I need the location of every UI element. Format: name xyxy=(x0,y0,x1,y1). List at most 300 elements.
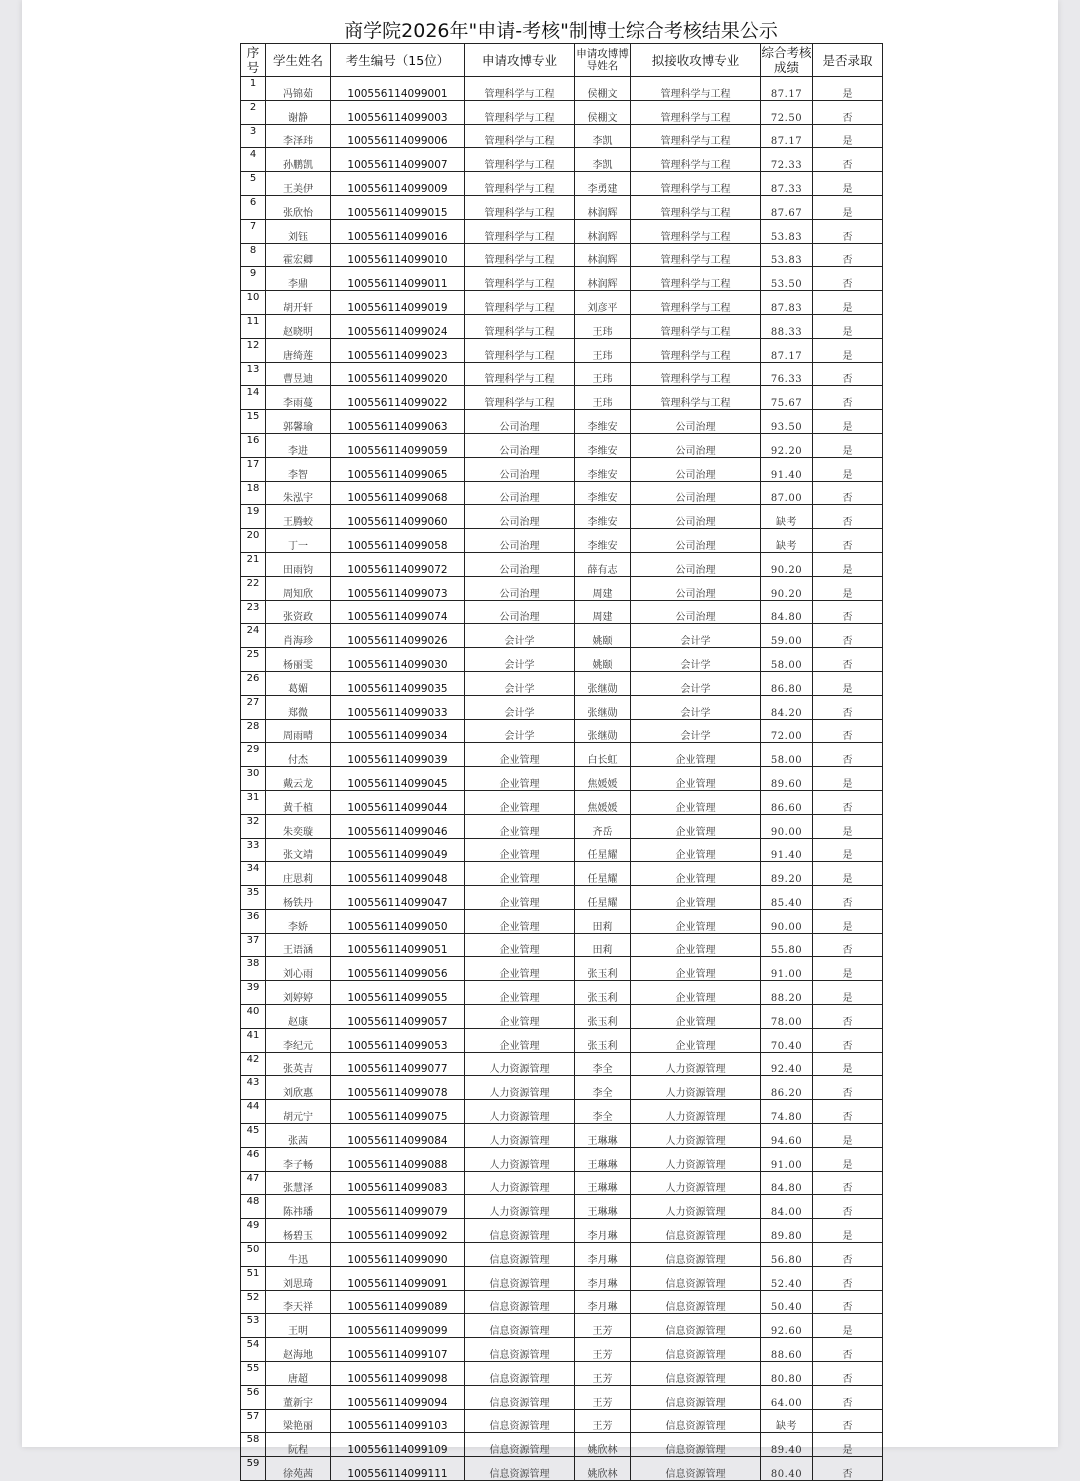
score: 84.80 xyxy=(761,600,813,624)
row-index: 6 xyxy=(241,195,266,219)
score: 缺考 xyxy=(761,1409,813,1433)
candidate-id: 100556114099089 xyxy=(331,1290,465,1314)
table-row xyxy=(241,624,883,648)
score: 92.60 xyxy=(761,1314,813,1338)
student-name: 赵晓明 xyxy=(266,314,331,338)
candidate-id: 100556114099065 xyxy=(331,457,465,481)
applied-major: 管理科学与工程 xyxy=(465,77,575,101)
supervisor-name: 李维安 xyxy=(575,505,631,529)
score: 89.60 xyxy=(761,767,813,791)
student-name: 赵海地 xyxy=(266,1338,331,1362)
supervisor-name: 王芳 xyxy=(575,1409,631,1433)
score: 59.00 xyxy=(761,624,813,648)
score: 87.33 xyxy=(761,172,813,196)
candidate-id: 100556114099023 xyxy=(331,338,465,362)
table-row xyxy=(241,1124,883,1148)
row-index: 5 xyxy=(241,172,266,196)
candidate-id: 100556114099074 xyxy=(331,600,465,624)
admitted-major: 信息资源管理 xyxy=(631,1362,761,1386)
admission-status: 否 xyxy=(813,505,883,529)
score: 80.80 xyxy=(761,1362,813,1386)
admitted-major: 会计学 xyxy=(631,695,761,719)
admission-status: 否 xyxy=(813,481,883,505)
score: 84.20 xyxy=(761,695,813,719)
admitted-major: 公司治理 xyxy=(631,600,761,624)
results-table xyxy=(240,43,883,1481)
supervisor-name: 王玮 xyxy=(575,362,631,386)
student-name: 田雨钧 xyxy=(266,552,331,576)
score: 78.00 xyxy=(761,1005,813,1029)
supervisor-name: 王芳 xyxy=(575,1385,631,1409)
row-index: 30 xyxy=(241,767,266,791)
admitted-major: 企业管理 xyxy=(631,767,761,791)
score: 91.00 xyxy=(761,957,813,981)
student-name: 刘婷婷 xyxy=(266,981,331,1005)
admission-status: 否 xyxy=(813,100,883,124)
table-row xyxy=(241,77,883,101)
table-row xyxy=(241,719,883,743)
table-row xyxy=(241,648,883,672)
student-name: 朱泓宇 xyxy=(266,481,331,505)
student-name: 杨铁丹 xyxy=(266,886,331,910)
row-index: 54 xyxy=(241,1338,266,1362)
table-row xyxy=(241,505,883,529)
admission-status: 否 xyxy=(813,624,883,648)
applied-major: 信息资源管理 xyxy=(465,1266,575,1290)
score: 52.40 xyxy=(761,1266,813,1290)
header-applied-major: 申请攻博专业 xyxy=(465,44,575,77)
score: 91.40 xyxy=(761,838,813,862)
row-index: 27 xyxy=(241,695,266,719)
score: 90.00 xyxy=(761,909,813,933)
applied-major: 信息资源管理 xyxy=(465,1385,575,1409)
student-name: 张欣怡 xyxy=(266,195,331,219)
applied-major: 管理科学与工程 xyxy=(465,172,575,196)
applied-major: 企业管理 xyxy=(465,1005,575,1029)
candidate-id: 100556114099019 xyxy=(331,291,465,315)
score: 80.40 xyxy=(761,1457,813,1481)
row-index: 53 xyxy=(241,1314,266,1338)
row-index: 4 xyxy=(241,148,266,172)
admission-status: 否 xyxy=(813,886,883,910)
supervisor-name: 王芳 xyxy=(575,1362,631,1386)
student-name: 李子畅 xyxy=(266,1147,331,1171)
applied-major: 管理科学与工程 xyxy=(465,291,575,315)
student-name: 周雨晴 xyxy=(266,719,331,743)
admitted-major: 人力资源管理 xyxy=(631,1195,761,1219)
supervisor-name: 姚颐 xyxy=(575,648,631,672)
row-index: 34 xyxy=(241,862,266,886)
row-index: 39 xyxy=(241,981,266,1005)
supervisor-name: 张玉利 xyxy=(575,957,631,981)
admission-status: 否 xyxy=(813,1195,883,1219)
row-index: 29 xyxy=(241,743,266,767)
applied-major: 公司治理 xyxy=(465,552,575,576)
student-name: 王明 xyxy=(266,1314,331,1338)
student-name: 李鼎 xyxy=(266,267,331,291)
admitted-major: 企业管理 xyxy=(631,838,761,862)
candidate-id: 100556114099078 xyxy=(331,1076,465,1100)
admission-status: 否 xyxy=(813,219,883,243)
supervisor-name: 姚颐 xyxy=(575,624,631,648)
admitted-major: 人力资源管理 xyxy=(631,1147,761,1171)
row-index: 19 xyxy=(241,505,266,529)
candidate-id: 100556114099072 xyxy=(331,552,465,576)
admission-status: 是 xyxy=(813,291,883,315)
row-index: 43 xyxy=(241,1076,266,1100)
score: 90.00 xyxy=(761,814,813,838)
candidate-id: 100556114099098 xyxy=(331,1362,465,1386)
row-index: 16 xyxy=(241,433,266,457)
table-row xyxy=(241,862,883,886)
table-row xyxy=(241,1457,883,1481)
admission-status: 否 xyxy=(813,1266,883,1290)
score: 87.17 xyxy=(761,77,813,101)
supervisor-name: 李月琳 xyxy=(575,1290,631,1314)
table-row xyxy=(241,267,883,291)
admitted-major: 企业管理 xyxy=(631,1028,761,1052)
candidate-id: 100556114099107 xyxy=(331,1338,465,1362)
candidate-id: 100556114099011 xyxy=(331,267,465,291)
candidate-id: 100556114099079 xyxy=(331,1195,465,1219)
candidate-id: 100556114099109 xyxy=(331,1433,465,1457)
supervisor-name: 王琳琳 xyxy=(575,1195,631,1219)
score: 88.60 xyxy=(761,1338,813,1362)
supervisor-name: 任星耀 xyxy=(575,862,631,886)
student-name: 阮程 xyxy=(266,1433,331,1457)
row-index: 9 xyxy=(241,267,266,291)
table-row xyxy=(241,838,883,862)
row-index: 35 xyxy=(241,886,266,910)
applied-major: 管理科学与工程 xyxy=(465,100,575,124)
applied-major: 会计学 xyxy=(465,695,575,719)
supervisor-name: 李月琳 xyxy=(575,1219,631,1243)
score: 87.83 xyxy=(761,291,813,315)
table-row xyxy=(241,767,883,791)
candidate-id: 100556114099047 xyxy=(331,886,465,910)
table-row xyxy=(241,314,883,338)
applied-major: 企业管理 xyxy=(465,838,575,862)
row-index: 48 xyxy=(241,1195,266,1219)
admitted-major: 信息资源管理 xyxy=(631,1266,761,1290)
admitted-major: 会计学 xyxy=(631,719,761,743)
candidate-id: 100556114099045 xyxy=(331,767,465,791)
admission-status: 否 xyxy=(813,1290,883,1314)
supervisor-name: 林润辉 xyxy=(575,219,631,243)
applied-major: 信息资源管理 xyxy=(465,1290,575,1314)
applied-major: 信息资源管理 xyxy=(465,1362,575,1386)
admitted-major: 会计学 xyxy=(631,624,761,648)
applied-major: 信息资源管理 xyxy=(465,1338,575,1362)
admission-status: 是 xyxy=(813,909,883,933)
applied-major: 管理科学与工程 xyxy=(465,314,575,338)
candidate-id: 100556114099084 xyxy=(331,1124,465,1148)
admission-status: 否 xyxy=(813,695,883,719)
candidate-id: 100556114099092 xyxy=(331,1219,465,1243)
header-supervisor: 申请攻博博导姓名 xyxy=(575,44,631,77)
admitted-major: 管理科学与工程 xyxy=(631,243,761,267)
student-name: 张文靖 xyxy=(266,838,331,862)
candidate-id: 100556114099020 xyxy=(331,362,465,386)
row-index: 12 xyxy=(241,338,266,362)
admitted-major: 人力资源管理 xyxy=(631,1171,761,1195)
table-row xyxy=(241,529,883,553)
score: 91.40 xyxy=(761,457,813,481)
score: 92.20 xyxy=(761,433,813,457)
row-index: 20 xyxy=(241,529,266,553)
applied-major: 人力资源管理 xyxy=(465,1147,575,1171)
admission-status: 是 xyxy=(813,433,883,457)
student-name: 张茜 xyxy=(266,1124,331,1148)
score: 缺考 xyxy=(761,505,813,529)
row-index: 28 xyxy=(241,719,266,743)
candidate-id: 100556114099111 xyxy=(331,1457,465,1481)
applied-major: 企业管理 xyxy=(465,862,575,886)
candidate-id: 100556114099056 xyxy=(331,957,465,981)
table-row xyxy=(241,457,883,481)
supervisor-name: 王琳琳 xyxy=(575,1124,631,1148)
row-index: 31 xyxy=(241,790,266,814)
score: 53.50 xyxy=(761,267,813,291)
student-name: 朱奕璇 xyxy=(266,814,331,838)
table-row xyxy=(241,957,883,981)
applied-major: 人力资源管理 xyxy=(465,1124,575,1148)
admitted-major: 公司治理 xyxy=(631,552,761,576)
candidate-id: 100556114099059 xyxy=(331,433,465,457)
row-index: 8 xyxy=(241,243,266,267)
student-name: 唐绮莲 xyxy=(266,338,331,362)
admission-status: 是 xyxy=(813,552,883,576)
candidate-id: 100556114099094 xyxy=(331,1385,465,1409)
applied-major: 企业管理 xyxy=(465,933,575,957)
admitted-major: 企业管理 xyxy=(631,957,761,981)
score: 76.33 xyxy=(761,362,813,386)
applied-major: 管理科学与工程 xyxy=(465,219,575,243)
admitted-major: 企业管理 xyxy=(631,909,761,933)
admission-status: 是 xyxy=(813,576,883,600)
candidate-id: 100556114099050 xyxy=(331,909,465,933)
score: 50.40 xyxy=(761,1290,813,1314)
candidate-id: 100556114099091 xyxy=(331,1266,465,1290)
student-name: 谢静 xyxy=(266,100,331,124)
admitted-major: 公司治理 xyxy=(631,457,761,481)
admission-status: 否 xyxy=(813,267,883,291)
header-candidate-id: 考生编号（15位） xyxy=(331,44,465,77)
header-index: 序号 xyxy=(241,44,266,77)
table-row xyxy=(241,1028,883,1052)
row-index: 15 xyxy=(241,410,266,434)
score: 90.20 xyxy=(761,552,813,576)
supervisor-name: 李凯 xyxy=(575,124,631,148)
admission-status: 否 xyxy=(813,1076,883,1100)
table-row xyxy=(241,909,883,933)
candidate-id: 100556114099053 xyxy=(331,1028,465,1052)
student-name: 赵康 xyxy=(266,1005,331,1029)
applied-major: 企业管理 xyxy=(465,790,575,814)
row-index: 38 xyxy=(241,957,266,981)
row-index: 23 xyxy=(241,600,266,624)
admitted-major: 企业管理 xyxy=(631,862,761,886)
row-index: 58 xyxy=(241,1433,266,1457)
supervisor-name: 田莉 xyxy=(575,909,631,933)
table-row xyxy=(241,1147,883,1171)
row-index: 50 xyxy=(241,1243,266,1267)
table-row xyxy=(241,100,883,124)
supervisor-name: 李凯 xyxy=(575,148,631,172)
score: 86.20 xyxy=(761,1076,813,1100)
student-name: 曹昱迪 xyxy=(266,362,331,386)
admitted-major: 管理科学与工程 xyxy=(631,267,761,291)
admission-status: 否 xyxy=(813,1100,883,1124)
supervisor-name: 林润辉 xyxy=(575,195,631,219)
admission-status: 是 xyxy=(813,1314,883,1338)
candidate-id: 100556114099007 xyxy=(331,148,465,172)
candidate-id: 100556114099034 xyxy=(331,719,465,743)
score: 87.17 xyxy=(761,338,813,362)
table-row xyxy=(241,1076,883,1100)
row-index: 52 xyxy=(241,1290,266,1314)
supervisor-name: 焦媛媛 xyxy=(575,790,631,814)
score: 64.00 xyxy=(761,1385,813,1409)
supervisor-name: 刘彦平 xyxy=(575,291,631,315)
applied-major: 企业管理 xyxy=(465,957,575,981)
admission-status: 否 xyxy=(813,1338,883,1362)
candidate-id: 100556114099003 xyxy=(331,100,465,124)
student-name: 李智 xyxy=(266,457,331,481)
admission-status: 否 xyxy=(813,386,883,410)
supervisor-name: 周建 xyxy=(575,600,631,624)
admission-status: 是 xyxy=(813,1052,883,1076)
row-index: 7 xyxy=(241,219,266,243)
supervisor-name: 焦媛媛 xyxy=(575,767,631,791)
table-row xyxy=(241,1409,883,1433)
student-name: 孙鹏凯 xyxy=(266,148,331,172)
supervisor-name: 李维安 xyxy=(575,410,631,434)
supervisor-name: 田莉 xyxy=(575,933,631,957)
applied-major: 企业管理 xyxy=(465,814,575,838)
table-row xyxy=(241,433,883,457)
admitted-major: 信息资源管理 xyxy=(631,1457,761,1481)
student-name: 刘钰 xyxy=(266,219,331,243)
score: 89.20 xyxy=(761,862,813,886)
score: 58.00 xyxy=(761,648,813,672)
table-row xyxy=(241,1338,883,1362)
admitted-major: 企业管理 xyxy=(631,981,761,1005)
admission-status: 否 xyxy=(813,362,883,386)
admitted-major: 人力资源管理 xyxy=(631,1076,761,1100)
candidate-id: 100556114099051 xyxy=(331,933,465,957)
table-row xyxy=(241,600,883,624)
student-name: 牛迅 xyxy=(266,1243,331,1267)
student-name: 戴云龙 xyxy=(266,767,331,791)
admitted-major: 人力资源管理 xyxy=(631,1124,761,1148)
row-index: 2 xyxy=(241,100,266,124)
header-student-name: 学生姓名 xyxy=(266,44,331,77)
applied-major: 企业管理 xyxy=(465,1028,575,1052)
admission-status: 是 xyxy=(813,124,883,148)
table-row xyxy=(241,1266,883,1290)
score: 90.20 xyxy=(761,576,813,600)
supervisor-name: 齐岳 xyxy=(575,814,631,838)
applied-major: 信息资源管理 xyxy=(465,1219,575,1243)
admission-status: 是 xyxy=(813,314,883,338)
admitted-major: 公司治理 xyxy=(631,576,761,600)
admission-status: 是 xyxy=(813,457,883,481)
table-row xyxy=(241,219,883,243)
score: 72.00 xyxy=(761,719,813,743)
admitted-major: 企业管理 xyxy=(631,743,761,767)
table-row xyxy=(241,338,883,362)
student-name: 丁一 xyxy=(266,529,331,553)
candidate-id: 100556114099026 xyxy=(331,624,465,648)
applied-major: 管理科学与工程 xyxy=(465,386,575,410)
supervisor-name: 李维安 xyxy=(575,433,631,457)
applied-major: 公司治理 xyxy=(465,410,575,434)
student-name: 李雨蔓 xyxy=(266,386,331,410)
admission-status: 否 xyxy=(813,1171,883,1195)
supervisor-name: 李维安 xyxy=(575,529,631,553)
supervisor-name: 王芳 xyxy=(575,1314,631,1338)
admitted-major: 企业管理 xyxy=(631,790,761,814)
row-index: 44 xyxy=(241,1100,266,1124)
admission-status: 是 xyxy=(813,1147,883,1171)
score: 93.50 xyxy=(761,410,813,434)
row-index: 26 xyxy=(241,671,266,695)
supervisor-name: 张玉利 xyxy=(575,981,631,1005)
table-row xyxy=(241,1171,883,1195)
applied-major: 人力资源管理 xyxy=(465,1076,575,1100)
score: 88.33 xyxy=(761,314,813,338)
score: 86.80 xyxy=(761,671,813,695)
supervisor-name: 侯棚文 xyxy=(575,77,631,101)
supervisor-name: 李全 xyxy=(575,1100,631,1124)
supervisor-name: 王琳琳 xyxy=(575,1171,631,1195)
student-name: 肖海珍 xyxy=(266,624,331,648)
applied-major: 会计学 xyxy=(465,719,575,743)
admission-status: 是 xyxy=(813,838,883,862)
row-index: 40 xyxy=(241,1005,266,1029)
admitted-major: 管理科学与工程 xyxy=(631,124,761,148)
admission-status: 否 xyxy=(813,1457,883,1481)
row-index: 3 xyxy=(241,124,266,148)
table-row xyxy=(241,148,883,172)
applied-major: 信息资源管理 xyxy=(465,1243,575,1267)
candidate-id: 100556114099048 xyxy=(331,862,465,886)
row-index: 33 xyxy=(241,838,266,862)
candidate-id: 100556114099001 xyxy=(331,77,465,101)
admitted-major: 管理科学与工程 xyxy=(631,77,761,101)
row-index: 59 xyxy=(241,1457,266,1481)
row-index: 41 xyxy=(241,1028,266,1052)
table-row xyxy=(241,1433,883,1457)
row-index: 13 xyxy=(241,362,266,386)
score: 86.60 xyxy=(761,790,813,814)
row-index: 55 xyxy=(241,1362,266,1386)
row-index: 11 xyxy=(241,314,266,338)
score: 91.00 xyxy=(761,1147,813,1171)
score: 92.40 xyxy=(761,1052,813,1076)
candidate-id: 100556114099010 xyxy=(331,243,465,267)
row-index: 46 xyxy=(241,1147,266,1171)
admission-status: 是 xyxy=(813,77,883,101)
admitted-major: 信息资源管理 xyxy=(631,1290,761,1314)
row-index: 14 xyxy=(241,386,266,410)
supervisor-name: 林润辉 xyxy=(575,267,631,291)
supervisor-name: 王芳 xyxy=(575,1338,631,1362)
admitted-major: 管理科学与工程 xyxy=(631,100,761,124)
supervisor-name: 张继勋 xyxy=(575,695,631,719)
header-admitted: 是否录取 xyxy=(813,44,883,77)
